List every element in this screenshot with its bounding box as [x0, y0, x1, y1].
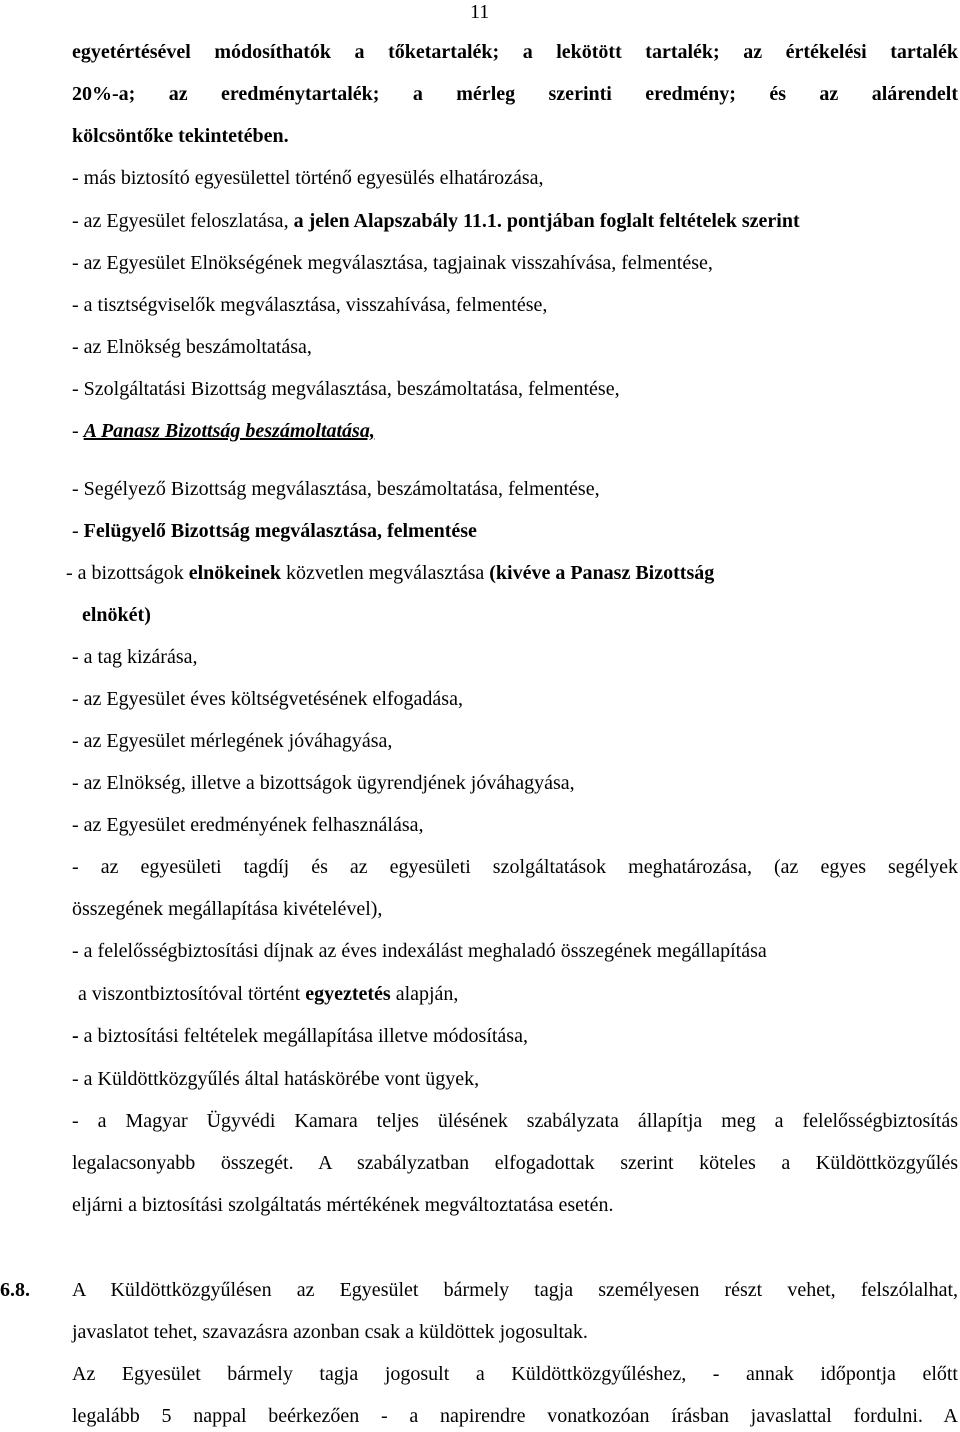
list-item	[72, 1023, 528, 1049]
paragraph-line: Az Egyesület bármely tagja jogosult a Küldöttközgyűléshez, - annak időpontja előtt	[72, 1363, 958, 1385]
list-item: - az egyesületi tagdíj és az egyesületi szolgáltatások meghatározása, (az egyes segélyek	[72, 856, 958, 878]
list-item: - az Egyesület eredményének felhasználása,	[72, 814, 424, 836]
paragraph-line: javaslatot tehet, szavazásra azonban csak a küldöttek jogosultak.	[72, 1321, 588, 1343]
bold-text: kölcsöntőke tekintetében.	[72, 125, 289, 147]
bold-text: Felügyelő Bizottság megválasztása, felmentése	[83, 520, 477, 542]
paragraph-line	[72, 123, 289, 149]
bold-text: (kivéve a Panasz Bizottság	[489, 562, 715, 584]
list-item: - az Elnökség beszámoltatása,	[72, 336, 312, 358]
item-dash: -	[72, 520, 84, 542]
item-text: közvetlen megválasztása	[281, 562, 490, 584]
item-text: a viszontbiztosítóval történt	[78, 983, 306, 1005]
list-item: - a tag kizárása,	[72, 646, 198, 668]
bold-text: egyeztetés	[305, 983, 391, 1005]
paragraph-text: A Küldöttközgyűlésen az Egyesület bármely tagja személyesen részt vehet, felszólalhat,	[72, 1279, 958, 1301]
item-dash: -	[72, 420, 84, 442]
page-number: 11	[470, 1, 490, 23]
paragraph-line	[72, 81, 958, 107]
bold-dash: -	[72, 1025, 79, 1047]
list-item-continuation: összegének megállapítása kivételével),	[72, 898, 383, 920]
bold-text: elnökét)	[82, 604, 151, 626]
list-item: - Segélyező Bizottság megválasztása, beszámoltatása, felmentése,	[72, 478, 600, 500]
list-item-continuation	[78, 981, 458, 1007]
bold-text: a jelen Alapszabály 11.1. pontjában foglalt feltételek szerint	[293, 210, 800, 232]
paragraph-line: legalább 5 nappal beérkezően - a napirendre vonatkozóan írásban javaslattal fordulni. A	[72, 1405, 958, 1427]
list-item: - az Egyesület mérlegének jóváhagyása,	[72, 730, 393, 752]
bold-text: egyetértésével módosíthatók a tőketartalék; a lekötött tartalék; az értékelési tartalék	[72, 41, 958, 63]
list-item: - a Küldöttközgyűlés által hatáskörébe vont ügyek,	[72, 1068, 480, 1090]
list-item: - a felelősségbiztosítási díjnak az éves indexálást meghaladó összegének megállapítása	[72, 940, 767, 962]
list-item: - más biztosító egyesülettel történő egyesülés elhatározása,	[72, 167, 544, 189]
list-item: - Szolgáltatási Bizottság megválasztása, beszámoltatása, felmentése,	[72, 378, 620, 400]
bold-text: elnökeinek	[188, 562, 281, 584]
item-text: a biztosítási feltételek megállapítása illetve módosítása,	[78, 1025, 528, 1047]
list-item: - az Egyesület éves költségvetésének elfogadása,	[72, 688, 463, 710]
list-item: - az Elnökség, illetve a bizottságok ügyrendjének jóváhagyása,	[72, 772, 575, 794]
item-text: - a bizottságok	[66, 562, 189, 584]
bold-text: 20%-a; az eredménytartalék; a mérleg szerinti eredmény; és az alárendelt	[72, 83, 958, 105]
list-item: - az Egyesület Elnökségének megválasztása, tagjainak visszahívása, felmentése,	[72, 252, 713, 274]
list-item-continuation: eljárni a biztosítási szolgáltatás mértékének megváltoztatása esetén.	[72, 1194, 614, 1216]
list-item	[72, 518, 477, 544]
list-item: - a Magyar Ügyvédi Kamara teljes ülésének szabályzata állapítja meg a felelősségbiztosítás	[72, 1110, 958, 1132]
list-item: - a tisztségviselők megválasztása, visszahívása, felmentése,	[72, 294, 548, 316]
list-item	[66, 560, 714, 586]
item-text: - az Egyesület feloszlatása,	[72, 210, 294, 232]
emphasized-text: A Panasz Bizottság beszámoltatása,	[83, 420, 375, 442]
list-item	[72, 208, 800, 234]
list-item	[72, 418, 375, 444]
list-item-continuation	[82, 602, 151, 628]
section-number: 6.8.	[0, 1279, 30, 1301]
item-text: alapján,	[390, 983, 459, 1005]
paragraph-line	[72, 39, 958, 65]
list-item-continuation: legalacsonyabb összegét. A szabályzatban elfogadottak szerint köteles a Küldöttközgyűlés	[72, 1152, 958, 1174]
